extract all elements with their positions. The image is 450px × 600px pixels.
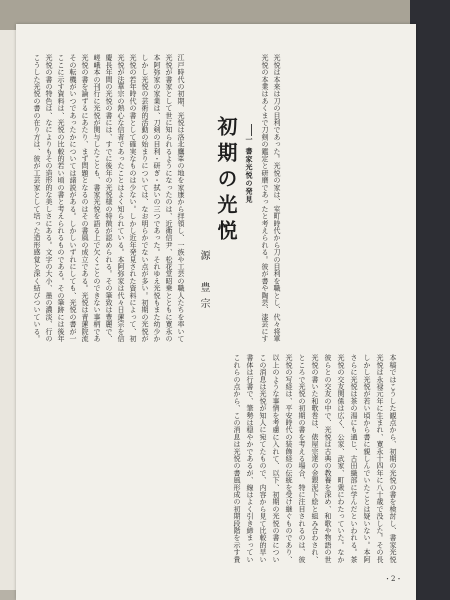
body-column: 本稿ではこうした観点から、初期の光悦の書を検討し、書家光悦 [389, 354, 397, 563]
body-column: 光悦の写経は、平安時代の装飾経の伝統を受け継ぐものであり、 [285, 354, 293, 563]
body-column: 本阿弥家の家業は、刀剣の目利・研ぎ・拭いの三つであった。それゆえ光悦もまた幼少か [153, 54, 161, 342]
heading-rule [251, 124, 252, 136]
body-column: その転機がいつであったかについては諸説がある。しかしいずれにしても、光悦の書が一 [69, 54, 77, 342]
body-column: ところで光悦の初期の書を考える場合、特に注目されるのは、彼 [298, 354, 306, 563]
body-column: 光悦の若年時代の書として確実なものは少ない。しかし近年発見された資料によって、初 [129, 54, 137, 342]
body-column: 彼らとの交友の中で、光悦は古典の教養を深め、和歌や物語の世 [324, 354, 332, 563]
body-column: 光悦が法華宗の熱心な信者であったことはよく知られている。本阿弥家は代々日蓮宗を信 [117, 54, 125, 342]
body-column: 慶長年間の光悦の書には、すでに後年の光悦様の特徴が認められる。その筆致は豊麗で、 [105, 54, 113, 342]
body-column: これらの点から、この消息は光悦の書風形成の初期段階を示す貴 [233, 354, 241, 563]
body-column: こうした光悦の書の在り方は、彼が工芸家として培った造形感覚と深く結びついている。 [33, 54, 41, 342]
book-page [16, 24, 416, 600]
body-column: しかし光悦の芸術的活動の始まりについては、なお明らかでない点が多い。初期の光悦が [141, 54, 149, 342]
body-column: ここに示す資料は、光悦の比較的若い頃の書と考えられるものである。その筆跡には後年 [57, 54, 65, 342]
body-column: 書体は行書で、筆勢は穏やかであるが、線はよく引き締まってい [246, 354, 254, 563]
body-column: 江戸時代の初期、光悦は洛北鷹峯の地を家康から拝領し、一族や工芸の職人たちを率いて [177, 54, 185, 342]
body-column: 光悦の書を論ずるにあたり、まず問題となるのはその書風の成立である。光悦は青蓮院流 [81, 54, 89, 342]
article-title: 初期の光悦 [214, 116, 238, 246]
section-heading: 一 書家光悦の発見 [245, 136, 254, 204]
article-author: 源 豊宗 [198, 250, 209, 314]
body-column: 光悦の書の特色は、なによりもその造形的な美しさにある。文字の大小、墨の濃淡、行の [45, 54, 53, 342]
dark-cover-edge [410, 0, 450, 600]
body-column: しかし光悦が若い頃から書に親しんでいたことは疑いない。本阿 [363, 354, 371, 563]
body-column: さらに光悦は茶の湯にも通じ、古田織部に学んだといわれる。茶 [350, 354, 358, 563]
body-column: 光悦は永禄元年に生まれ、寛永十四年に八十歳で没した。その長 [376, 354, 384, 563]
book-binding [0, 30, 17, 590]
body-column: 光悦の本業はあくまで刀剣の鑑定と研磨であったと考えられる。彼が書や陶芸、漆芸にす [261, 54, 269, 342]
body-column: 以上のような事情を考慮に入れて、以下、初期の光悦の書につい [272, 354, 280, 563]
body-column: 光悦の交友関係は広く、公家、武家、町衆にわたっていた。なか [337, 354, 345, 563]
body-column: 光悦は本来は刀の目利であった。光悦の家は、室町時代から刀の目利を職とし、代々将軍 [273, 54, 281, 342]
body-column: 嵯峨本の刊行に光悦が関与したことも、書家光悦を語る上で欠くことのできない事柄であ [93, 54, 101, 342]
body-column: 光悦が書家として世に知られるようになったのは、近衛信尹、松花堂昭乗とともに寛永の [165, 54, 173, 342]
body-column: この消息は光悦が知人に宛てたもので、内容から見て比較的早い [259, 354, 267, 563]
body-column: 光悦の書いた和歌巻は、俵屋宗達の金銀泥下絵と組み合わされ、 [311, 354, 319, 563]
page-number: ・2・ [384, 575, 403, 583]
